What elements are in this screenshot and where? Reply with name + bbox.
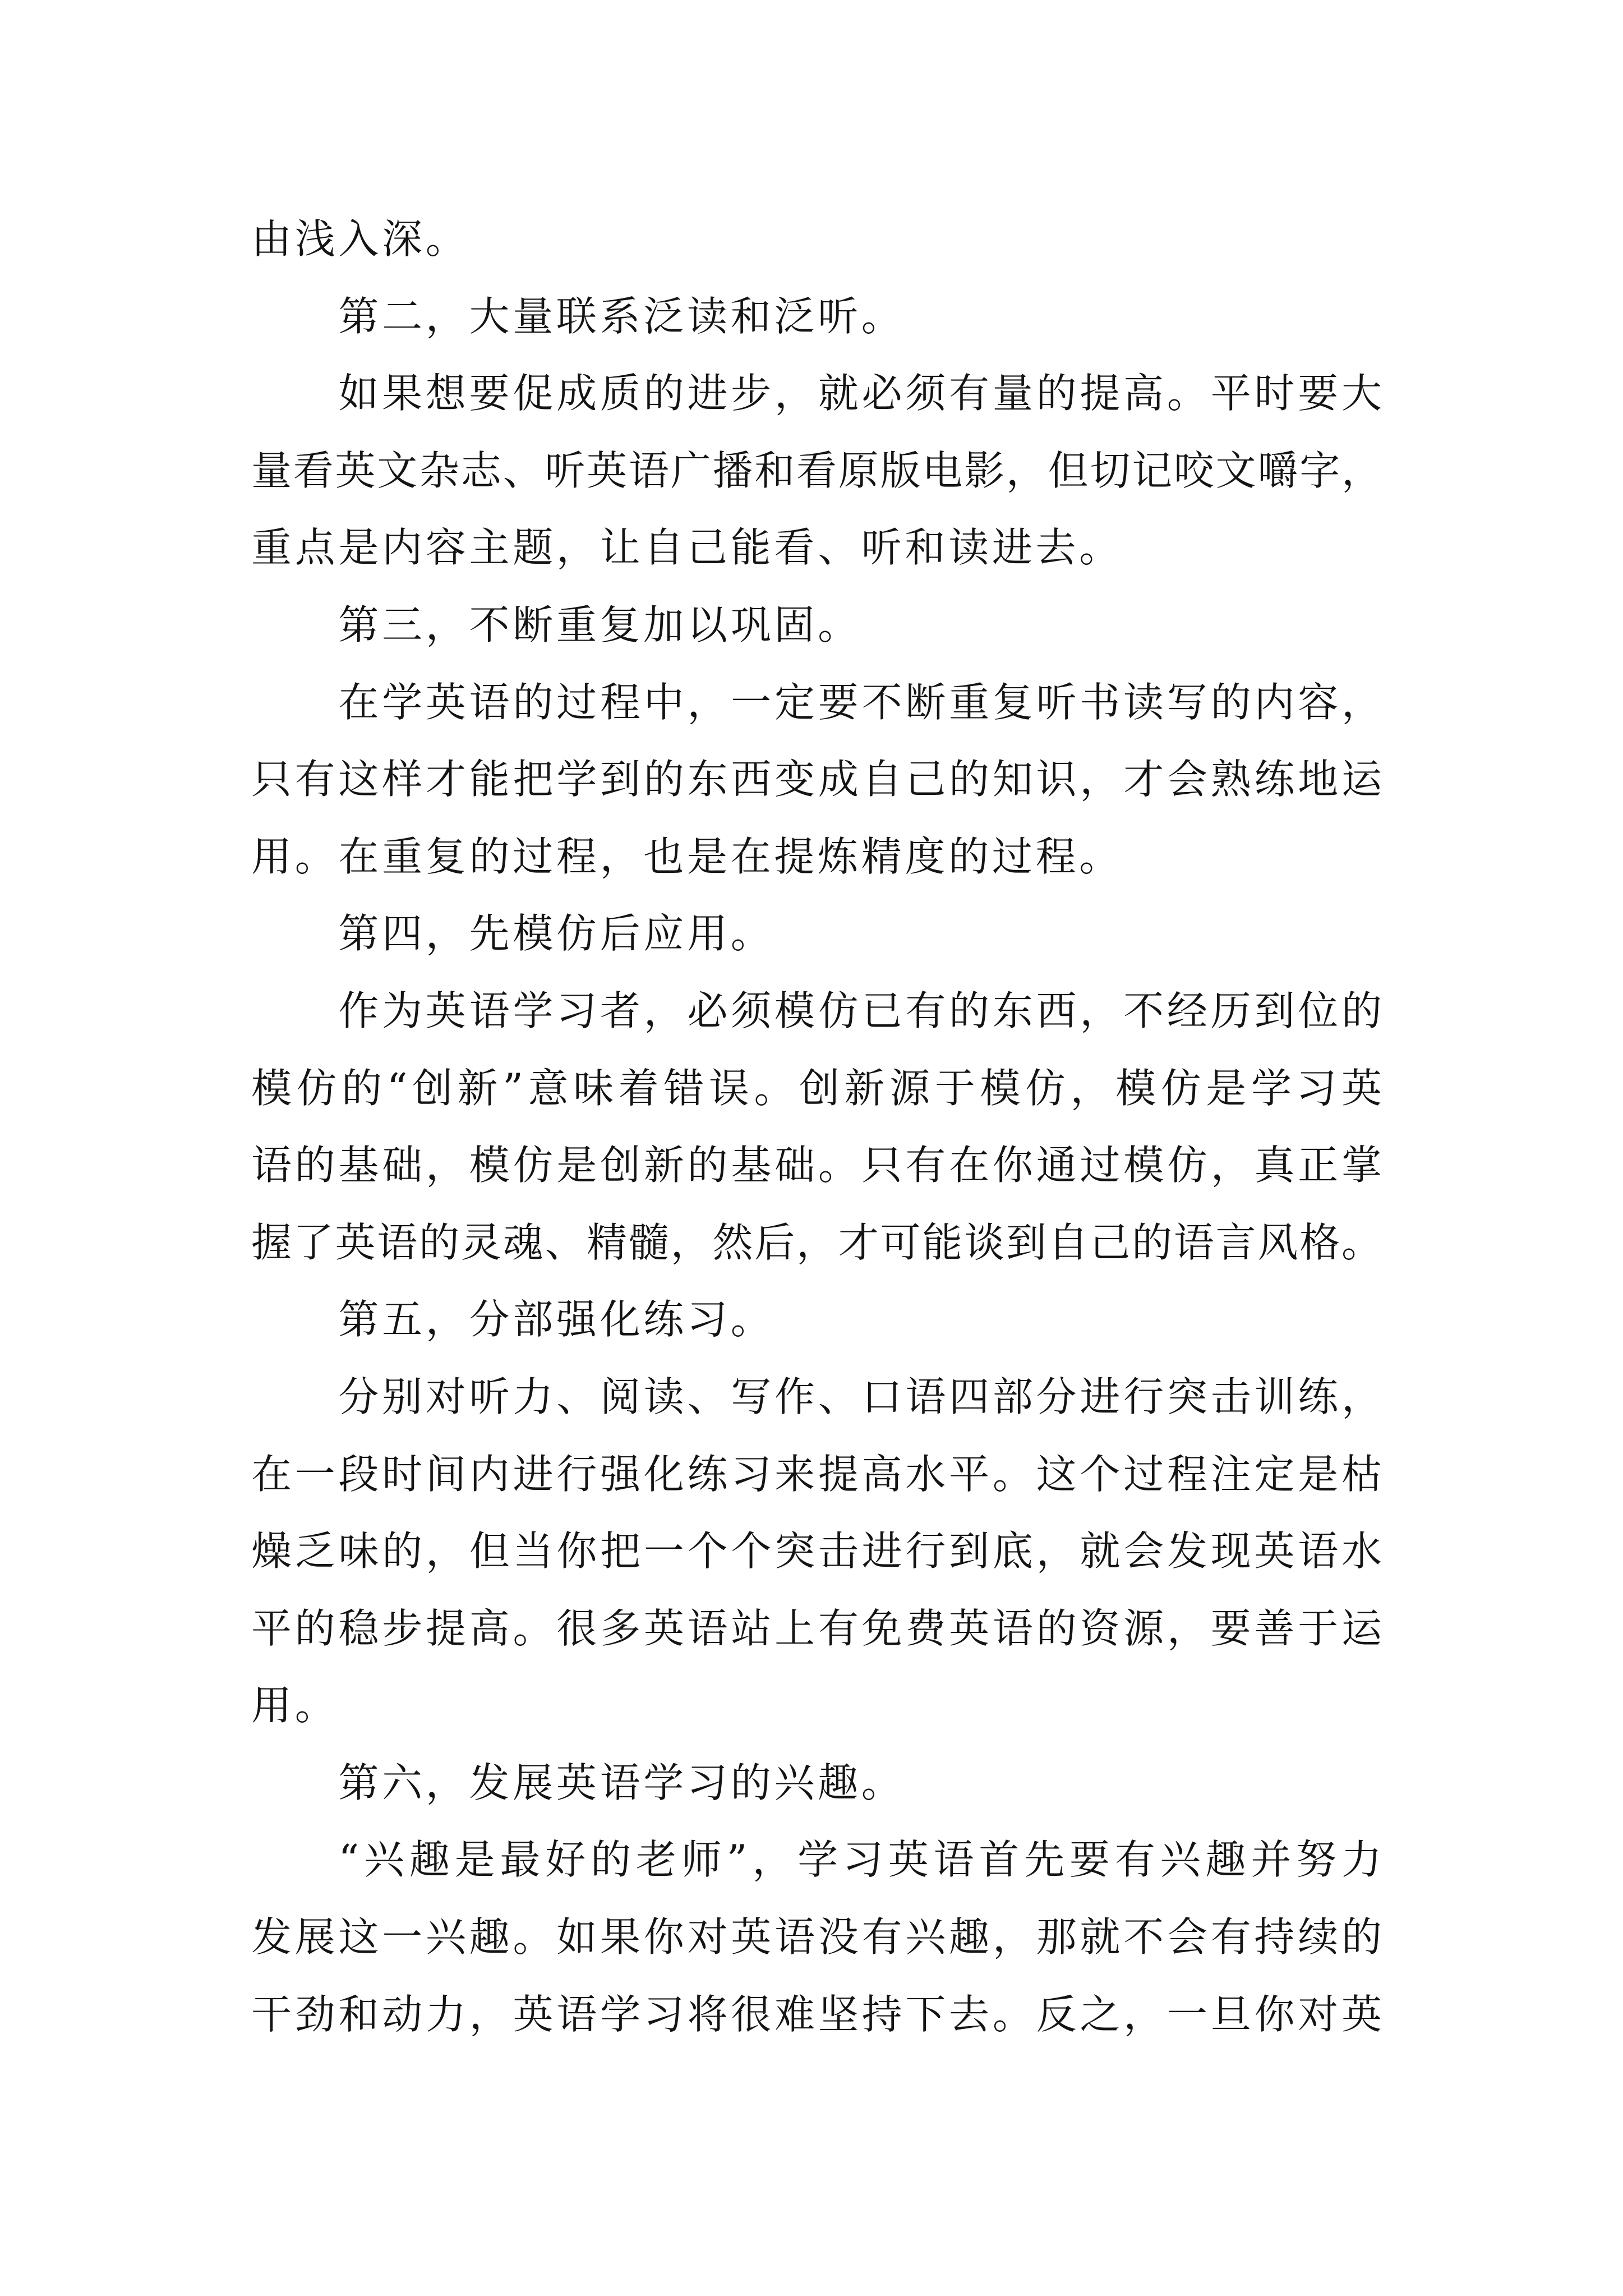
text-line: 分别对听力、阅读、写作、口语四部分进行突击训练， <box>338 1373 1382 1420</box>
text-line: 如果想要促成质的进步，就必须有量的提高。平时要大 <box>338 370 1382 417</box>
body-text <box>251 201 1382 2053</box>
text-line: 用。在重复的过程，也是在提炼精度的过程。 <box>251 832 1123 880</box>
text-line: 重点是内容主题，让自己能看、听和读进去。 <box>251 524 1123 572</box>
text-line: 干劲和动力，英语学习将很难坚持下去。反之，一旦你对英 <box>251 1990 1382 2038</box>
heading-line: 第六，发展英语学习的兴趣。 <box>338 1759 905 1806</box>
text-line: 在学英语的过程中，一定要不断重复听书读写的内容， <box>338 678 1382 726</box>
text-line: 握了英语的灵魂、精髓，然后，才可能谈到自己的语言风格。 <box>251 1218 1382 1266</box>
text-line: 用。 <box>251 1682 339 1729</box>
heading-line: 第二，大量联系泛读和泛听。 <box>338 292 905 340</box>
section-heading <box>251 895 1382 973</box>
paragraph <box>251 1821 1382 2053</box>
text-line: “兴趣是最好的老师”，学习英语首先要有兴趣并努力 <box>338 1836 1382 1884</box>
section-heading <box>251 587 1382 664</box>
paragraph <box>251 1359 1382 1745</box>
paragraph <box>251 664 1382 896</box>
text-line: 只有这样才能把学到的东西变成自己的知识，才会熟练地运 <box>251 756 1382 803</box>
text-line: 模仿的“创新”意味着错误。创新源于模仿，模仿是学习英 <box>251 1064 1382 1112</box>
section-heading <box>251 1281 1382 1359</box>
text-line: 在一段时间内进行强化练习来提高水平。这个过程注定是枯 <box>251 1450 1382 1498</box>
paragraph <box>251 201 1382 278</box>
text-line: 燥乏味的，但当你把一个个突击进行到底，就会发现英语水 <box>251 1527 1382 1575</box>
heading-line: 第三，不断重复加以巩固。 <box>338 601 861 648</box>
text-line: 量看英文杂志、听英语广播和看原版电影，但切记咬文嚼字， <box>251 447 1382 494</box>
paragraph <box>251 973 1382 1281</box>
heading-line: 第四，先模仿后应用。 <box>338 910 774 958</box>
text-line: 发展这一兴趣。如果你对英语没有兴趣，那就不会有持续的 <box>251 1913 1382 1961</box>
text-line: 由浅入深。 <box>251 215 469 263</box>
text-line: 语的基础，模仿是创新的基础。只有在你通过模仿，真正掌 <box>251 1142 1382 1189</box>
heading-line: 第五，分部强化练习。 <box>338 1296 774 1343</box>
section-heading <box>251 1745 1382 1822</box>
text-line: 作为英语学习者，必须模仿已有的东西，不经历到位的 <box>338 987 1382 1034</box>
paragraph <box>251 355 1382 587</box>
text-line: 平的稳步提高。很多英语站上有免费英语的资源，要善于运 <box>251 1604 1382 1652</box>
section-heading <box>251 278 1382 356</box>
